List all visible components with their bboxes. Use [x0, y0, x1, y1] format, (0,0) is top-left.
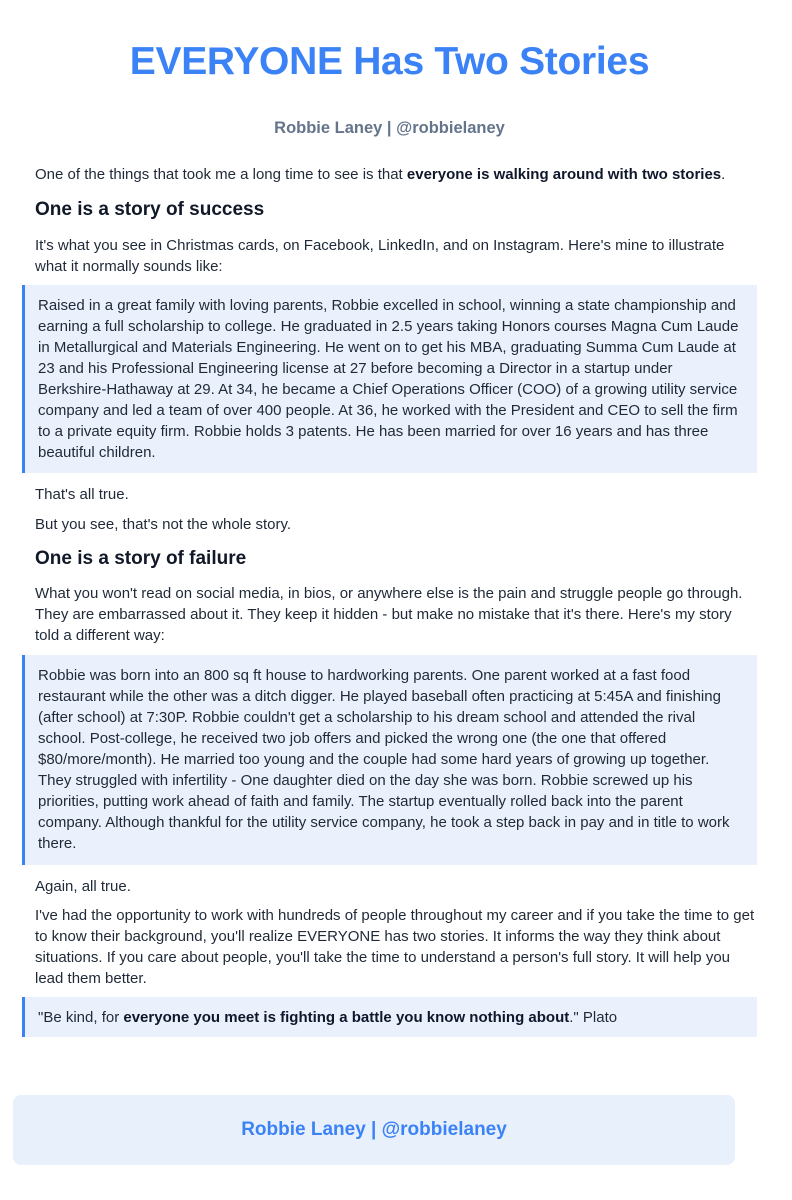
footer-byline: Robbie Laney | @robbielaney: [13, 1095, 735, 1165]
not-whole-story: But you see, that's not the whole story.: [35, 516, 292, 533]
intro-bold-text: everyone is walking around with two stories: [406, 166, 722, 183]
failure-heading: One is a story of failure: [35, 548, 247, 569]
page-title: EVERYONE Has Two Stories: [129, 40, 650, 83]
success-quote: Raised in a great family with loving parents, Robbie excelled in school, winning a state championship and earning a full scholarship to college. He graduated in 2.5 years taking Honors courses Magna Cum Laude in Metallurgical and Materials Engineering. He went on to get his MBA, graduating Summa Cum Laude at 23 and his Professional Engineering license at 27 before becoming a Director in a startup under Berkshire-Hathaway at 29. At 34, he became a Chief Operations Officer (COO) of a growing utility service company and led a team of over 400 people. At 36, he worked with the President and CEO to sell the firm to a private equity firm. Robbie holds 3 patents. He has been married for over 16 years and has three beautiful children.: [22, 285, 757, 473]
closing-paragraph: I've had the opportunity to work with hundreds of people throughout my career and if you take the time to get to know their background, you'll realize EVERYONE has two stories. It informs the way they think about situations. If you care about people, you'll take the time to understand a person's full story. It will help you lead them better.: [35, 907, 755, 987]
intro-text: One of the things that took me a long time to see is that: [35, 166, 407, 183]
author-byline: Robbie Laney | @robbielaney: [274, 119, 505, 137]
success-paragraph: It's what you see in Christmas cards, on Facebook, LinkedIn, and on Instagram. Here's mine to illustrate what it normally sounds like:: [35, 237, 725, 275]
true-statement: That's all true.: [35, 486, 129, 503]
plato-quote-end: ." Plato: [569, 1009, 618, 1026]
plato-quote-bold: everyone you meet is fighting a battle you know nothing about: [123, 1009, 570, 1026]
plato-quote: [22, 997, 757, 1037]
intro-paragraph: [35, 164, 757, 185]
plato-quote-start: "Be kind, for: [38, 1009, 124, 1026]
intro-end: .: [721, 166, 726, 183]
success-heading: One is a story of success: [35, 199, 265, 220]
failure-quote: Robbie was born into an 800 sq ft house to hardworking parents. One parent worked at a fast food restaurant while the other was a ditch digger. He played baseball often practicing at 5:45A and finishing (after school) at 7:30P. Robbie couldn't get a scholarship to his dream school and attended the rival school. Post-college, he received two job offers and picked the wrong one (the one that offered $80/more/month). He married too young and the couple had some hard years of growing up together. They struggled with infertility - One daughter died on the day she was born. Robbie screwed up his priorities, putting work ahead of faith and family. The startup eventually rolled back into the parent company. Although thankful for the utility service company, he took a step back in pay and in title to work there.: [22, 655, 757, 865]
failure-paragraph: What you won't read on social media, in bios, or anywhere else is the pain and struggle people go through. They are embarrassed about it. They keep it hidden - but make no mistake that it's there. Here's my story told a different way:: [35, 585, 743, 644]
again-true: Again, all true.: [35, 878, 131, 895]
